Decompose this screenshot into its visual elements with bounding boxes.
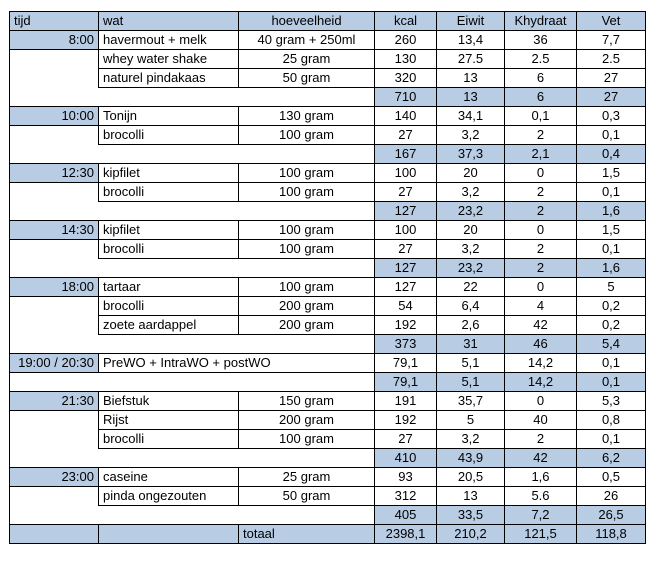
hoeveelheid-cell[interactable]: 100 gram — [239, 278, 375, 297]
hoeveelheid-cell[interactable]: 50 gram — [239, 487, 375, 506]
meal-item-row — [10, 107, 646, 126]
kcal-cell[interactable]: 192 — [375, 411, 437, 430]
meal-item-row — [10, 411, 646, 430]
meal-item-row — [10, 468, 646, 487]
hoeveelheid-cell[interactable]: 40 gram + 250ml — [239, 31, 375, 50]
khydraat-cell[interactable]: 36 — [505, 31, 577, 50]
khydraat-cell[interactable]: 2 — [505, 240, 577, 259]
hoeveelheid-cell[interactable]: 25 gram — [239, 50, 375, 69]
header-khydraat[interactable]: Khydraat — [505, 12, 577, 31]
kcal-cell[interactable]: 100 — [375, 164, 437, 183]
khydraat-cell[interactable]: 2 — [505, 183, 577, 202]
total-eiwit-cell[interactable]: 210,2 — [437, 525, 505, 544]
meal-item-row — [10, 316, 646, 335]
wat-cell[interactable]: brocolli — [99, 126, 239, 145]
eiwit-cell[interactable]: 34,1 — [437, 107, 505, 126]
empty-cell[interactable] — [10, 297, 99, 316]
khydraat-cell[interactable]: 0 — [505, 392, 577, 411]
khydraat-cell[interactable]: 2 — [505, 430, 577, 449]
hoeveelheid-cell[interactable]: 100 gram — [239, 430, 375, 449]
vet-cell[interactable]: 0,8 — [577, 411, 646, 430]
khydraat-cell[interactable]: 6 — [505, 69, 577, 88]
empty-cell[interactable] — [10, 69, 99, 88]
khydraat-cell[interactable]: 0 — [505, 164, 577, 183]
empty-cell[interactable] — [10, 373, 375, 392]
wat-cell[interactable]: Tonijn — [99, 107, 239, 126]
meal-item-row — [10, 69, 646, 88]
eiwit-cell[interactable]: 20 — [437, 164, 505, 183]
vet-cell[interactable]: 0,2 — [577, 297, 646, 316]
khydraat-cell[interactable]: 2 — [505, 126, 577, 145]
vet-cell[interactable]: 26 — [577, 487, 646, 506]
empty-cell[interactable] — [10, 506, 375, 525]
eiwit-cell[interactable]: 2,6 — [437, 316, 505, 335]
subtotal-row — [10, 259, 646, 278]
meal-item-row — [10, 278, 646, 297]
wat-cell[interactable]: brocolli — [99, 183, 239, 202]
khydraat-cell[interactable]: 42 — [505, 316, 577, 335]
vet-cell[interactable]: 1,5 — [577, 221, 646, 240]
meal-item-row — [10, 392, 646, 411]
kcal-cell[interactable]: 127 — [375, 278, 437, 297]
vet-cell[interactable]: 5 — [577, 278, 646, 297]
meal-item-row — [10, 354, 646, 373]
khydraat-cell[interactable]: 2.5 — [505, 50, 577, 69]
subtotal-vet-cell[interactable]: 27 — [577, 88, 646, 107]
time-cell[interactable]: 14:30 — [10, 221, 99, 240]
kcal-cell[interactable]: 260 — [375, 31, 437, 50]
subtotal-vet-cell[interactable]: 0,1 — [577, 373, 646, 392]
subtotal-khydraat-cell[interactable]: 46 — [505, 335, 577, 354]
kcal-cell[interactable]: 140 — [375, 107, 437, 126]
subtotal-khydraat-cell[interactable]: 14,2 — [505, 373, 577, 392]
hoeveelheid-cell[interactable]: 100 gram — [239, 164, 375, 183]
eiwit-cell[interactable]: 3,2 — [437, 240, 505, 259]
kcal-cell[interactable]: 312 — [375, 487, 437, 506]
eiwit-cell[interactable]: 13 — [437, 69, 505, 88]
vet-cell[interactable]: 5,3 — [577, 392, 646, 411]
hoeveelheid-cell[interactable]: 200 gram — [239, 411, 375, 430]
subtotal-eiwit-cell[interactable]: 23,2 — [437, 259, 505, 278]
empty-cell[interactable] — [99, 525, 239, 544]
khydraat-cell[interactable]: 5.6 — [505, 487, 577, 506]
wat-cell[interactable]: naturel pindakaas — [99, 69, 239, 88]
subtotal-row — [10, 373, 646, 392]
empty-cell[interactable] — [10, 487, 99, 506]
empty-cell[interactable] — [10, 335, 375, 354]
subtotal-khydraat-cell[interactable]: 6 — [505, 88, 577, 107]
subtotal-kcal-cell[interactable]: 373 — [375, 335, 437, 354]
total-vet-cell[interactable]: 118,8 — [577, 525, 646, 544]
hoeveelheid-cell[interactable]: 200 gram — [239, 297, 375, 316]
eiwit-cell[interactable]: 3,2 — [437, 430, 505, 449]
subtotal-vet-cell[interactable]: 26,5 — [577, 506, 646, 525]
subtotal-eiwit-cell[interactable]: 43,9 — [437, 449, 505, 468]
empty-cell[interactable] — [10, 126, 99, 145]
kcal-cell[interactable]: 191 — [375, 392, 437, 411]
subtotal-khydraat-cell[interactable]: 7,2 — [505, 506, 577, 525]
subtotal-row — [10, 145, 646, 164]
eiwit-cell[interactable]: 13,4 — [437, 31, 505, 50]
total-label-cell[interactable]: totaal — [239, 525, 375, 544]
vet-cell[interactable]: 0,1 — [577, 240, 646, 259]
table-body — [10, 12, 646, 544]
eiwit-cell[interactable]: 35,7 — [437, 392, 505, 411]
wat-cell[interactable]: PreWO + IntraWO + postWO — [99, 354, 375, 373]
time-cell[interactable]: 10:00 — [10, 107, 99, 126]
subtotal-row — [10, 449, 646, 468]
meal-item-row — [10, 297, 646, 316]
subtotal-kcal-cell[interactable]: 410 — [375, 449, 437, 468]
vet-cell[interactable]: 1,5 — [577, 164, 646, 183]
header-tijd[interactable]: tijd — [10, 12, 99, 31]
subtotal-eiwit-cell[interactable]: 13 — [437, 88, 505, 107]
kcal-cell[interactable]: 54 — [375, 297, 437, 316]
khydraat-cell[interactable]: 14,2 — [505, 354, 577, 373]
wat-cell[interactable]: brocolli — [99, 297, 239, 316]
subtotal-vet-cell[interactable]: 5,4 — [577, 335, 646, 354]
time-cell[interactable]: 23:00 — [10, 468, 99, 487]
empty-cell[interactable] — [10, 240, 99, 259]
meal-item-row — [10, 487, 646, 506]
wat-cell[interactable]: brocolli — [99, 240, 239, 259]
empty-cell[interactable] — [10, 88, 375, 107]
header-wat[interactable]: wat — [99, 12, 239, 31]
kcal-cell[interactable]: 79,1 — [375, 354, 437, 373]
wat-cell[interactable]: Biefstuk — [99, 392, 239, 411]
meal-item-row — [10, 183, 646, 202]
subtotal-row — [10, 335, 646, 354]
time-cell[interactable]: 18:00 — [10, 278, 99, 297]
khydraat-cell[interactable]: 0 — [505, 278, 577, 297]
meal-item-row — [10, 430, 646, 449]
meal-item-row — [10, 240, 646, 259]
eiwit-cell[interactable]: 5,1 — [437, 354, 505, 373]
subtotal-kcal-cell[interactable]: 405 — [375, 506, 437, 525]
header-vet[interactable]: Vet — [577, 12, 646, 31]
subtotal-eiwit-cell[interactable]: 5,1 — [437, 373, 505, 392]
vet-cell[interactable]: 0,3 — [577, 107, 646, 126]
subtotal-row — [10, 202, 646, 221]
wat-cell[interactable]: pinda ongezouten — [99, 487, 239, 506]
kcal-cell[interactable]: 100 — [375, 221, 437, 240]
empty-cell[interactable] — [10, 449, 375, 468]
meal-item-row — [10, 221, 646, 240]
kcal-cell[interactable]: 27 — [375, 126, 437, 145]
header-row — [10, 12, 646, 31]
subtotal-khydraat-cell[interactable]: 2 — [505, 259, 577, 278]
time-cell[interactable]: 12:30 — [10, 164, 99, 183]
hoeveelheid-cell[interactable]: 200 gram — [239, 316, 375, 335]
eiwit-cell[interactable]: 3,2 — [437, 183, 505, 202]
kcal-cell[interactable]: 27 — [375, 183, 437, 202]
total-khydraat-cell[interactable]: 121,5 — [505, 525, 577, 544]
total-kcal-cell[interactable]: 2398,1 — [375, 525, 437, 544]
kcal-cell[interactable]: 130 — [375, 50, 437, 69]
hoeveelheid-cell[interactable]: 100 gram — [239, 126, 375, 145]
wat-cell[interactable]: Rijst — [99, 411, 239, 430]
empty-cell[interactable] — [10, 525, 99, 544]
hoeveelheid-cell[interactable]: 50 gram — [239, 69, 375, 88]
subtotal-khydraat-cell[interactable]: 2,1 — [505, 145, 577, 164]
subtotal-khydraat-cell[interactable]: 42 — [505, 449, 577, 468]
subtotal-kcal-cell[interactable]: 79,1 — [375, 373, 437, 392]
empty-cell[interactable] — [10, 411, 99, 430]
vet-cell[interactable]: 0,1 — [577, 126, 646, 145]
wat-cell[interactable]: zoete aardappel — [99, 316, 239, 335]
empty-cell[interactable] — [10, 145, 375, 164]
subtotal-eiwit-cell[interactable]: 37,3 — [437, 145, 505, 164]
subtotal-eiwit-cell[interactable]: 33,5 — [437, 506, 505, 525]
empty-cell[interactable] — [10, 183, 99, 202]
empty-cell[interactable] — [10, 202, 375, 221]
header-eiwit[interactable]: Eiwit — [437, 12, 505, 31]
eiwit-cell[interactable]: 20,5 — [437, 468, 505, 487]
wat-cell[interactable]: tartaar — [99, 278, 239, 297]
subtotal-eiwit-cell[interactable]: 31 — [437, 335, 505, 354]
empty-cell[interactable] — [10, 316, 99, 335]
subtotal-vet-cell[interactable]: 1,6 — [577, 259, 646, 278]
subtotal-kcal-cell[interactable]: 167 — [375, 145, 437, 164]
eiwit-cell[interactable]: 6,4 — [437, 297, 505, 316]
subtotal-kcal-cell[interactable]: 127 — [375, 202, 437, 221]
time-cell[interactable]: 21:30 — [10, 392, 99, 411]
vet-cell[interactable]: 0,1 — [577, 354, 646, 373]
subtotal-eiwit-cell[interactable]: 23,2 — [437, 202, 505, 221]
eiwit-cell[interactable]: 5 — [437, 411, 505, 430]
khydraat-cell[interactable]: 40 — [505, 411, 577, 430]
header-hoeveelheid[interactable]: hoeveelheid — [239, 12, 375, 31]
hoeveelheid-cell[interactable]: 25 gram — [239, 468, 375, 487]
subtotal-row — [10, 88, 646, 107]
meal-item-row — [10, 126, 646, 145]
subtotal-vet-cell[interactable]: 6,2 — [577, 449, 646, 468]
subtotal-khydraat-cell[interactable]: 2 — [505, 202, 577, 221]
empty-cell[interactable] — [10, 50, 99, 69]
time-cell[interactable]: 8:00 — [10, 31, 99, 50]
vet-cell[interactable]: 7,7 — [577, 31, 646, 50]
hoeveelheid-cell[interactable]: 100 gram — [239, 221, 375, 240]
eiwit-cell[interactable]: 27.5 — [437, 50, 505, 69]
subtotal-kcal-cell[interactable]: 127 — [375, 259, 437, 278]
eiwit-cell[interactable]: 3,2 — [437, 126, 505, 145]
header-kcal[interactable]: kcal — [375, 12, 437, 31]
vet-cell[interactable]: 27 — [577, 69, 646, 88]
eiwit-cell[interactable]: 22 — [437, 278, 505, 297]
wat-cell[interactable]: whey water shake — [99, 50, 239, 69]
empty-cell[interactable] — [10, 259, 375, 278]
meal-item-row — [10, 164, 646, 183]
wat-cell[interactable]: brocolli — [99, 430, 239, 449]
kcal-cell[interactable]: 93 — [375, 468, 437, 487]
vet-cell[interactable]: 0,1 — [577, 183, 646, 202]
eiwit-cell[interactable]: 13 — [437, 487, 505, 506]
nutrition-table — [9, 11, 646, 544]
kcal-cell[interactable]: 27 — [375, 430, 437, 449]
empty-cell[interactable] — [10, 430, 99, 449]
wat-cell[interactable]: caseine — [99, 468, 239, 487]
vet-cell[interactable]: 0,5 — [577, 468, 646, 487]
subtotal-kcal-cell[interactable]: 710 — [375, 88, 437, 107]
meal-item-row — [10, 31, 646, 50]
hoeveelheid-cell[interactable]: 100 gram — [239, 240, 375, 259]
vet-cell[interactable]: 0,2 — [577, 316, 646, 335]
total-row — [10, 525, 646, 544]
vet-cell[interactable]: 2.5 — [577, 50, 646, 69]
hoeveelheid-cell[interactable]: 150 gram — [239, 392, 375, 411]
kcal-cell[interactable]: 320 — [375, 69, 437, 88]
wat-cell[interactable]: kipfilet — [99, 164, 239, 183]
meal-item-row — [10, 50, 646, 69]
vet-cell[interactable]: 0,1 — [577, 430, 646, 449]
wat-cell[interactable]: havermout + melk — [99, 31, 239, 50]
subtotal-row — [10, 506, 646, 525]
time-cell[interactable]: 19:00 / 20:30 — [10, 354, 99, 373]
kcal-cell[interactable]: 192 — [375, 316, 437, 335]
eiwit-cell[interactable]: 20 — [437, 221, 505, 240]
hoeveelheid-cell[interactable]: 130 gram — [239, 107, 375, 126]
hoeveelheid-cell[interactable]: 100 gram — [239, 183, 375, 202]
khydraat-cell[interactable]: 0,1 — [505, 107, 577, 126]
khydraat-cell[interactable]: 1,6 — [505, 468, 577, 487]
kcal-cell[interactable]: 27 — [375, 240, 437, 259]
khydraat-cell[interactable]: 0 — [505, 221, 577, 240]
subtotal-vet-cell[interactable]: 0,4 — [577, 145, 646, 164]
subtotal-vet-cell[interactable]: 1,6 — [577, 202, 646, 221]
khydraat-cell[interactable]: 4 — [505, 297, 577, 316]
wat-cell[interactable]: kipfilet — [99, 221, 239, 240]
